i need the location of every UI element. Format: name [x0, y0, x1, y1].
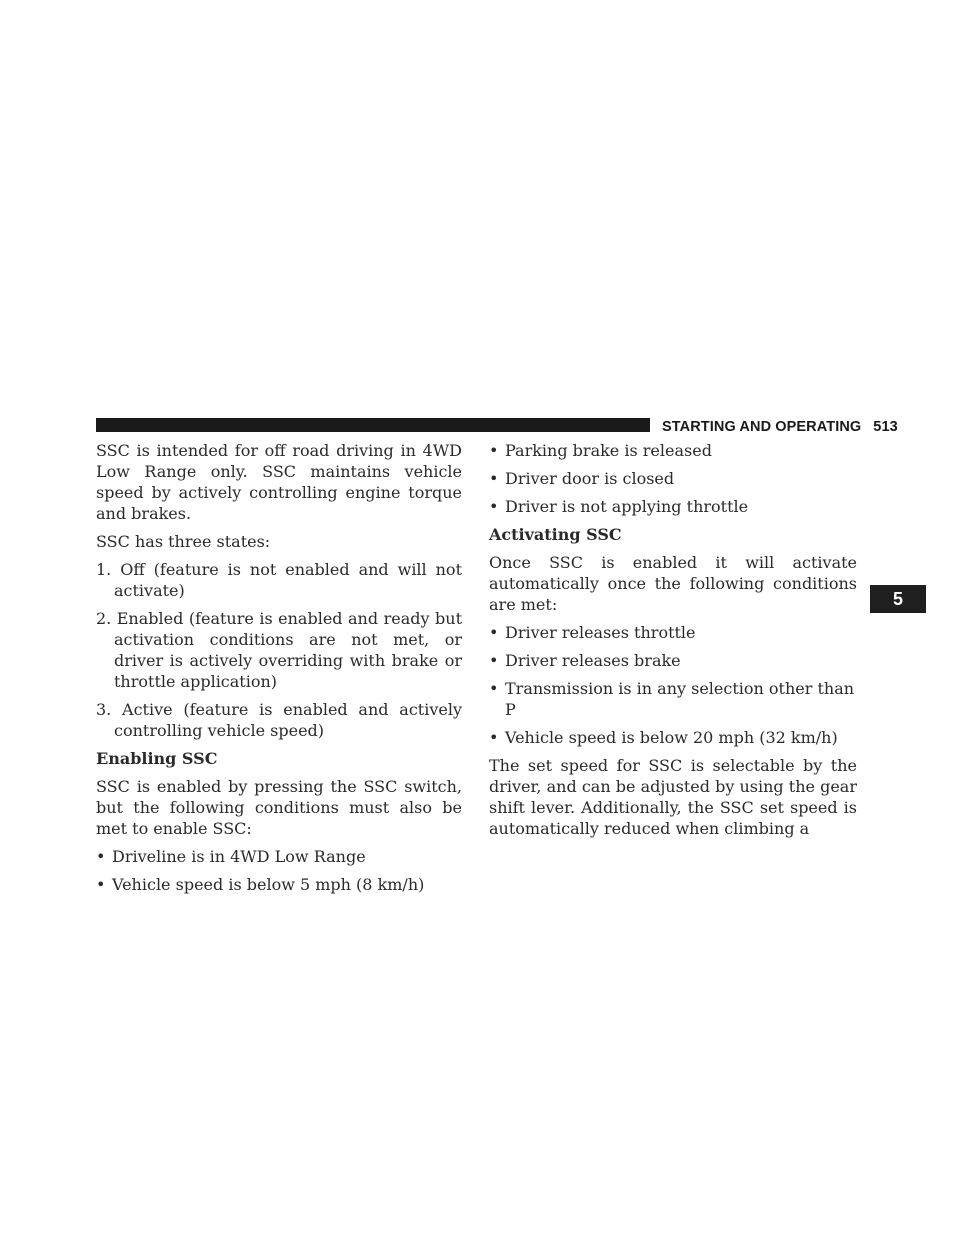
- state-item-active: 3. Active (feature is enabled and actively controlling vehicle speed): [96, 700, 462, 740]
- list-item-text: Driveline is in 4WD Low Range: [112, 847, 366, 866]
- bullet-icon: •: [489, 679, 499, 698]
- list-item-text: Driver is not applying throttle: [505, 497, 749, 516]
- list-item: [489, 727, 857, 748]
- list-item: [489, 622, 857, 643]
- bullet-icon: •: [489, 441, 499, 460]
- bullet-icon: •: [96, 847, 106, 866]
- right-column: [489, 440, 857, 846]
- list-item-text: Driver releases throttle: [505, 623, 696, 642]
- enabling-paragraph: SSC is enabled by pressing the SSC switch, but the following conditions must also be met to enable SSC:: [96, 777, 462, 838]
- list-item-text: Driver door is closed: [505, 469, 675, 488]
- intro-paragraph: SSC is intended for off road driving in 4WD Low Range only. SSC maintains vehicle speed by actively controlling engine torque and brakes.: [96, 441, 462, 523]
- list-item: [96, 846, 462, 867]
- activating-heading: Activating SSC: [489, 525, 622, 544]
- list-item-text: Parking brake is released: [505, 441, 712, 460]
- list-item: [489, 440, 857, 461]
- list-item: [489, 678, 857, 720]
- set-speed-paragraph: The set speed for SSC is selectable by the driver, and can be adjusted by using the gear shift lever. Additionally, the SSC set speed is automatically reduced when climbing a: [489, 756, 857, 838]
- list-item-text: Vehicle speed is below 5 mph (8 km/h): [112, 875, 425, 894]
- running-header: [662, 418, 898, 436]
- chapter-tab: 5: [870, 585, 926, 613]
- state-item-enabled: 2. Enabled (feature is enabled and ready but activation conditions are not met, or driver is actively overriding with brake or throttle application): [96, 609, 462, 691]
- bullet-icon: •: [489, 728, 499, 747]
- bullet-icon: •: [489, 651, 499, 670]
- page-number: 513: [873, 419, 898, 435]
- list-item-text: Vehicle speed is below 20 mph (32 km/h): [505, 728, 838, 747]
- enabling-heading: Enabling SSC: [96, 749, 218, 768]
- states-intro: SSC has three states:: [96, 532, 271, 551]
- section-title: STARTING AND OPERATING: [662, 419, 862, 435]
- bullet-icon: •: [489, 623, 499, 642]
- bullet-icon: •: [96, 875, 106, 894]
- state-item-off: 1. Off (feature is not enabled and will not activate): [96, 560, 462, 600]
- list-item-text: Driver releases brake: [505, 651, 681, 670]
- list-item: [96, 874, 462, 895]
- list-item: [489, 496, 857, 517]
- list-item-text: Transmission is in any selection other than P: [505, 679, 855, 719]
- bullet-icon: •: [489, 497, 499, 516]
- activating-paragraph: Once SSC is enabled it will activate automatically once the following conditions are met:: [489, 553, 857, 614]
- bullet-icon: •: [489, 469, 499, 488]
- list-item: [489, 468, 857, 489]
- header-rule: [96, 418, 650, 432]
- left-column: [96, 440, 462, 902]
- list-item: [489, 650, 857, 671]
